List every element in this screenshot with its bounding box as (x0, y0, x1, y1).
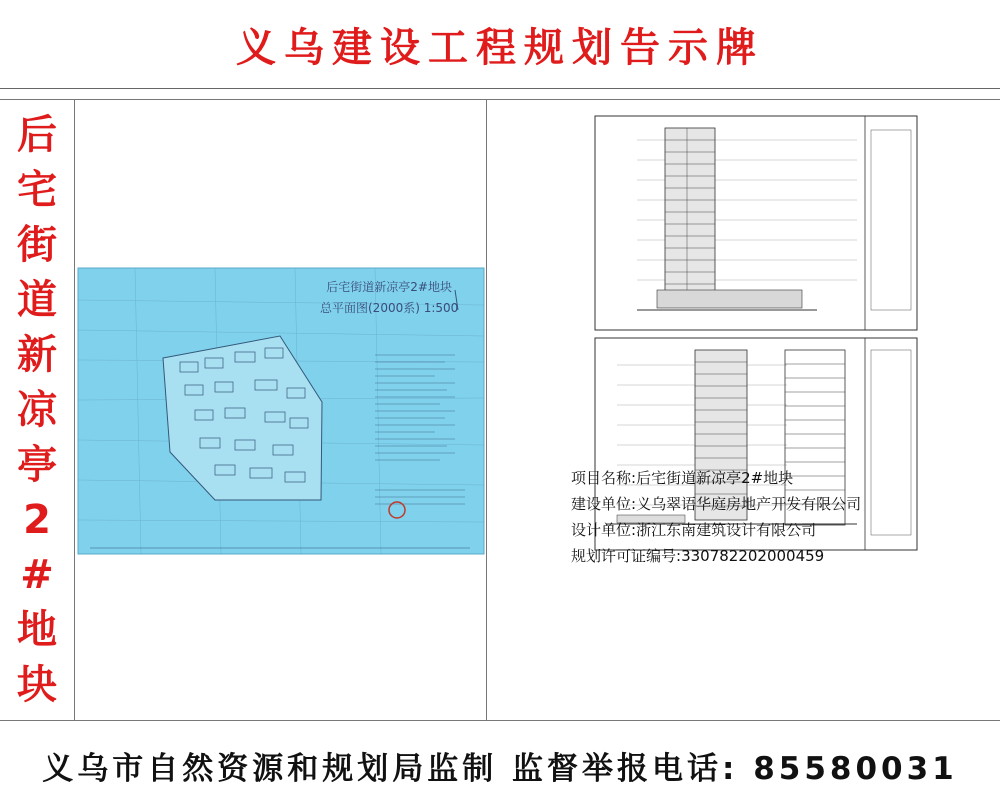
elevation-panel (487, 100, 1000, 720)
site-plan-drawing (75, 100, 486, 720)
side-char: 新 (17, 332, 57, 378)
project-name-vertical (0, 100, 74, 720)
footer-bar (0, 730, 1000, 800)
side-char: 2 (23, 497, 51, 543)
designer-value: 浙江东南建筑设计有限公司 (636, 521, 817, 539)
site-plan-subtitle: 总平面图(2000系) 1:500 (320, 301, 459, 315)
side-char: 后 (17, 112, 57, 158)
permit-value: 330782202000459 (681, 547, 825, 565)
project-value: 后宅街道新凉亭2#地块 (636, 469, 794, 487)
project-row (571, 465, 861, 491)
permit-label: 规划许可证编号: (571, 547, 682, 565)
permit-row (571, 543, 861, 569)
footer-supervision-text: 义乌市自然资源和规划局监制 监督举报电话: 85580031 (42, 750, 958, 787)
builder-row (571, 491, 861, 517)
project-label: 项目名称: (571, 469, 637, 487)
side-char: 块 (17, 662, 57, 708)
designer-label: 设计单位: (571, 521, 637, 539)
side-char: 宅 (17, 167, 57, 213)
side-char: 道 (17, 277, 57, 323)
site-plan-panel (75, 100, 486, 720)
designer-row (571, 517, 861, 543)
header-bar (0, 0, 1000, 89)
site-plan-title: 后宅街道新凉亭2#地块 (326, 280, 452, 294)
side-char: 街 (17, 222, 57, 268)
side-char: # (20, 552, 54, 598)
board-title: 义乌建设工程规划告示牌 (236, 24, 764, 71)
side-char: 亭 (17, 442, 57, 488)
side-char: 凉 (17, 387, 57, 433)
builder-value: 义乌翠语华庭房地产开发有限公司 (636, 495, 862, 513)
builder-label: 建设单位: (571, 495, 637, 513)
side-char: 地 (17, 607, 57, 653)
divider-bottom (0, 720, 1000, 721)
project-info (571, 465, 861, 569)
site-plan-titleblock (320, 278, 458, 316)
